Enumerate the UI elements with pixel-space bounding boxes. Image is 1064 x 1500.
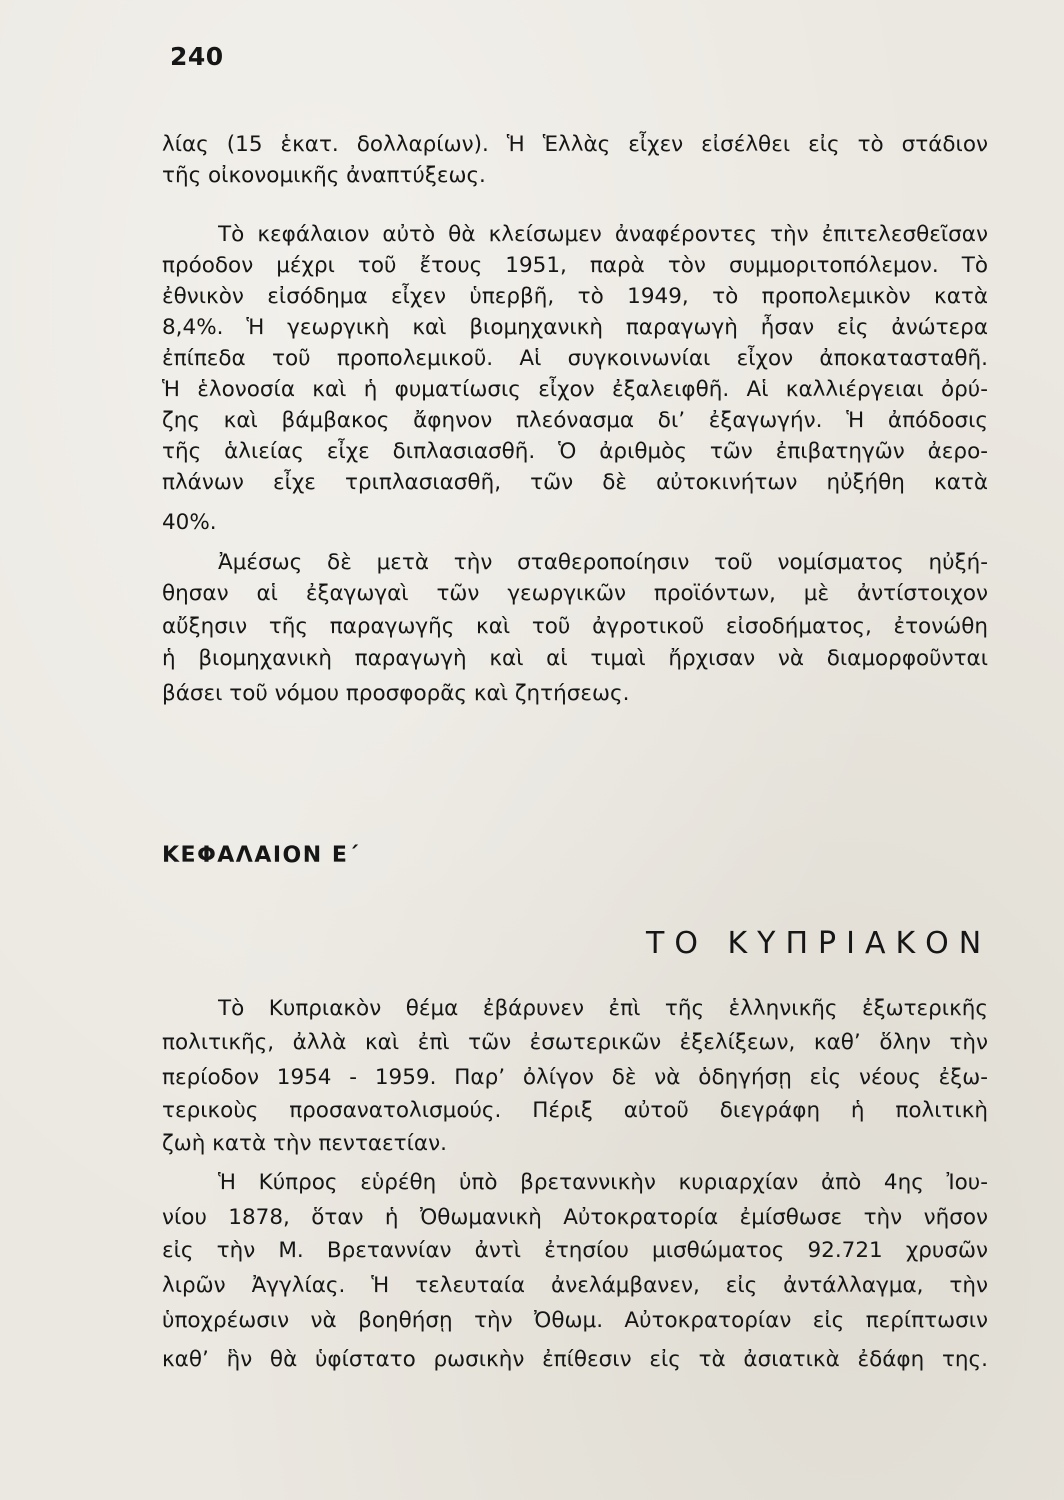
text-line: ζης καὶ βάμβακος ἄφηνον πλεόνασμα δι’ ἐξαγωγήν. Ἡ ἀπόδοσις [162, 408, 988, 433]
text-line: λίας (15 ἑκατ. δολλαρίων). Ἡ Ἑλλὰς εἶχεν εἰσέλθει εἰς τὸ στάδιον [162, 132, 988, 157]
text-line: Ἡ ἑλονοσία καὶ ἡ φυματίωσις εἶχον ἐξαλειφθῆ. Αἱ καλλιέργειαι ὀρύ- [162, 377, 988, 402]
text-line: αὔξησιν τῆς παραγωγῆς καὶ τοῦ ἀγροτικοῦ εἰσοδήματος, ἐτονώθη [162, 614, 988, 639]
text-line: Τὸ Κυπριακὸν θέμα ἐβάρυνεν ἐπὶ τῆς ἑλληνικῆς ἐξωτερικῆς [218, 996, 988, 1021]
text-line: Ἀμέσως δὲ μετὰ τὴν σταθεροποίησιν τοῦ νομίσματος ηὐξή- [218, 550, 988, 575]
text-line: 8,4%. Ἡ γεωργικὴ καὶ βιομηχανικὴ παραγωγὴ ἦσαν εἰς ἀνώτερα [162, 315, 988, 340]
text-line: Τὸ κεφάλαιον αὐτὸ θὰ κλείσωμεν ἀναφέροντες τὴν ἐπιτελεσθεῖσαν [218, 222, 988, 247]
text-line: καθ’ ἣν θὰ ὑφίστατο ρωσικὴν ἐπίθεσιν εἰς τὰ ἀσιατικὰ ἐδάφη της. [162, 1347, 988, 1372]
text-line: πολιτικῆς, ἀλλὰ καὶ ἐπὶ τῶν ἐσωτερικῶν ἐξελίξεων, καθ’ ὅλην τὴν [162, 1030, 988, 1055]
text-line: θησαν αἱ ἐξαγωγαὶ τῶν γεωργικῶν προϊόντων, μὲ ἀντίστοιχον [162, 581, 988, 606]
text-line: Ἡ Κύπρος εὑρέθη ὑπὸ βρεταννικὴν κυριαρχίαν ἀπὸ 4ης Ἰου- [218, 1170, 988, 1195]
text-line: ἐθνικὸν εἰσόδημα εἶχεν ὑπερβῆ, τὸ 1949, τὸ προπολεμικὸν κατὰ [162, 284, 988, 309]
text-line: λιρῶν Ἀγγλίας. Ἡ τελευταία ἀνελάμβανεν, εἰς ἀντάλλαγμα, τὴν [162, 1273, 988, 1298]
text-line: τερικοὺς προσανατολισμούς. Πέριξ αὐτοῦ διεγράφη ἡ πολιτικὴ [162, 1098, 988, 1123]
text-line: εἰς τὴν Μ. Βρεταννίαν ἀντὶ ἐτησίου μισθώματος 92.721 χρυσῶν [162, 1238, 988, 1263]
text-line: πλάνων εἶχε τριπλασιασθῆ, τῶν δὲ αὐτοκινήτων ηὐξήθη κατὰ [162, 470, 988, 495]
text-line: νίου 1878, ὅταν ἡ Ὀθωμανικὴ Αὐτοκρατορία ἐμίσθωσε τὴν νῆσον [162, 1205, 988, 1230]
text-line: τῆς ἁλιείας εἶχε διπλασιασθῆ. Ὁ ἀριθμὸς τῶν ἐπιβατηγῶν ἀερο- [162, 439, 988, 464]
page-number: 240 [170, 42, 224, 71]
text-line: περίοδον 1954 - 1959. Παρ’ ὀλίγον δὲ νὰ ὁδηγήσῃ εἰς νέους ἐξω- [162, 1065, 988, 1090]
text-line: τῆς οἰκονομικῆς ἀναπτύξεως. [162, 163, 486, 188]
text-line: πρόοδον μέχρι τοῦ ἔτους 1951, παρὰ τὸν συμμοριτοπόλεμον. Τὸ [162, 253, 988, 278]
chapter-title: ΤΟ ΚΥΠΡΙΑΚΟΝ [646, 926, 992, 961]
text-line: 40%. [162, 510, 217, 535]
text-line: ἐπίπεδα τοῦ προπολεμικοῦ. Αἱ συγκοινωνίαι εἶχον ἀποκατασταθῆ. [162, 346, 988, 371]
chapter-label: ΚΕΦΑΛΑΙΟΝ Ε΄ [162, 843, 360, 868]
text-line: ζωὴ κατὰ τὴν πενταετίαν. [162, 1131, 447, 1156]
text-line: ἡ βιομηχανικὴ παραγωγὴ καὶ αἱ τιμαὶ ἤρχισαν νὰ διαμορφοῦνται [162, 646, 988, 671]
text-line: ὑποχρέωσιν νὰ βοηθήσῃ τὴν Ὀθωμ. Αὐτοκρατορίαν εἰς περίπτωσιν [162, 1308, 988, 1333]
text-line: βάσει τοῦ νόμου προσφορᾶς καὶ ζητήσεως. [162, 681, 630, 706]
